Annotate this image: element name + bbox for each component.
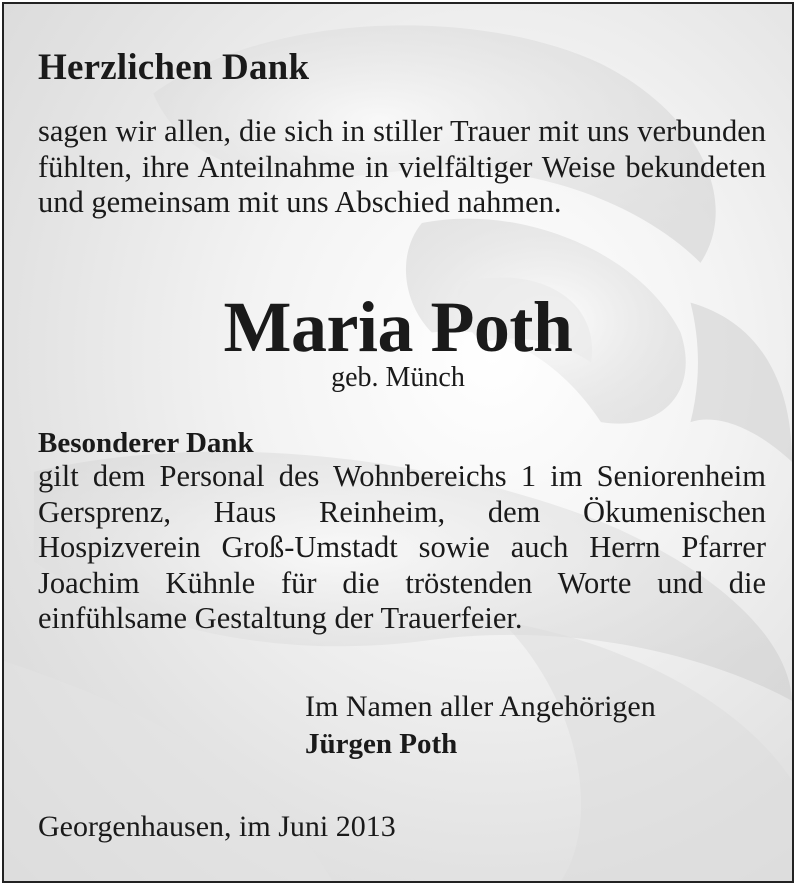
deceased-name: Maria Poth (223, 287, 573, 367)
special-thanks-paragraph: gilt dem Personal des Wohnbereichs 1 im Seniorenheim Gersprenz, Haus Reinheim, dem Ökumenischen Hospizverein Groß-Umstadt sowie auch Herrn Pfarrer Joachim Kühnle für die tröstenden Worte und die einfühlsame Gestaltung der Trauerfeier. (38, 459, 766, 636)
signature-line: Im Namen aller Angehörigen (305, 690, 656, 723)
notice-heading: Herzlichen Dank (38, 47, 310, 88)
obituary-notice (2, 2, 794, 883)
thanks-paragraph: sagen wir allen, die sich in stiller Trauer mit uns verbunden fühlten, ihre Anteilnahme in vielfältiger Weise bekundeten und gemeinsam mit uns Abschied nahmen. (38, 114, 766, 220)
notice-content (4, 4, 792, 881)
maiden-name: geb. Münch (331, 362, 465, 393)
place-and-date: Georgenhausen, im Juni 2013 (38, 810, 396, 843)
signature-name: Jürgen Poth (305, 728, 458, 760)
special-thanks-title: Besonderer Dank (38, 427, 254, 459)
